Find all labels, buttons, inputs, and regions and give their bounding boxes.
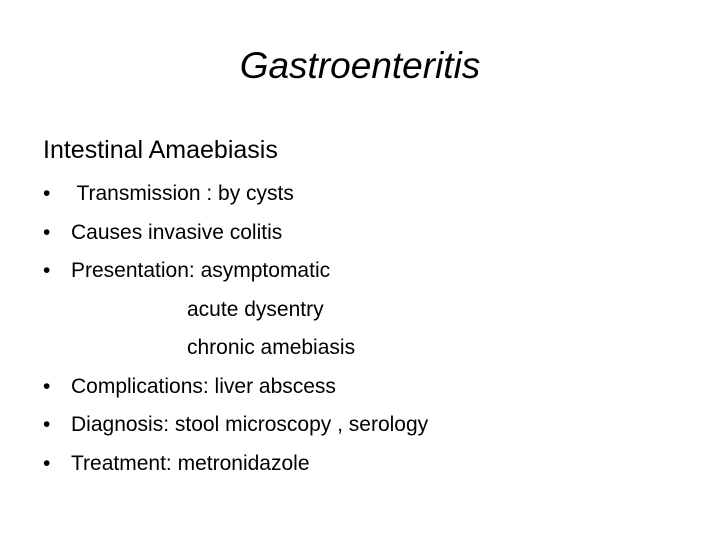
bullet-marker: •: [43, 259, 51, 282]
bullet-marker: •: [43, 413, 51, 436]
bullet-marker: •: [43, 451, 51, 475]
bullet-list: [43, 175, 703, 483]
bullet-text: Treatment: metronidazole: [71, 451, 310, 475]
bullet-item: [43, 368, 703, 407]
bullet-item: [43, 214, 703, 253]
bullet-continuation-line: acute dysentry: [187, 297, 324, 321]
bullet-content: [71, 406, 428, 445]
bullet-marker: •: [43, 182, 51, 205]
bullet-text: Presentation: asymptomatic: [71, 259, 331, 282]
bullet-item: [43, 406, 703, 445]
bullet-item: [43, 175, 703, 214]
bullet-item: [43, 252, 703, 368]
bullet-text: Diagnosis: stool microscopy , serology: [71, 413, 429, 436]
bullet-content: [71, 175, 294, 214]
bullet-marker: •: [43, 374, 51, 398]
bullet-marker: •: [43, 220, 51, 244]
bullet-content: [71, 252, 355, 368]
bullet-text: Causes invasive colitis: [71, 220, 283, 244]
slide-title: Gastroenteritis: [239, 45, 481, 86]
bullet-content: [71, 445, 310, 484]
bullet-content: [71, 368, 336, 407]
bullet-text: Transmission : by cysts: [71, 182, 294, 205]
slide-subtitle: Intestinal Amaebiasis: [43, 136, 278, 164]
bullet-continuation-line: chronic amebiasis: [187, 336, 356, 359]
bullet-content: [71, 214, 282, 253]
bullet-text: Complications: liver abscess: [71, 374, 336, 398]
bullet-item: [43, 445, 703, 484]
